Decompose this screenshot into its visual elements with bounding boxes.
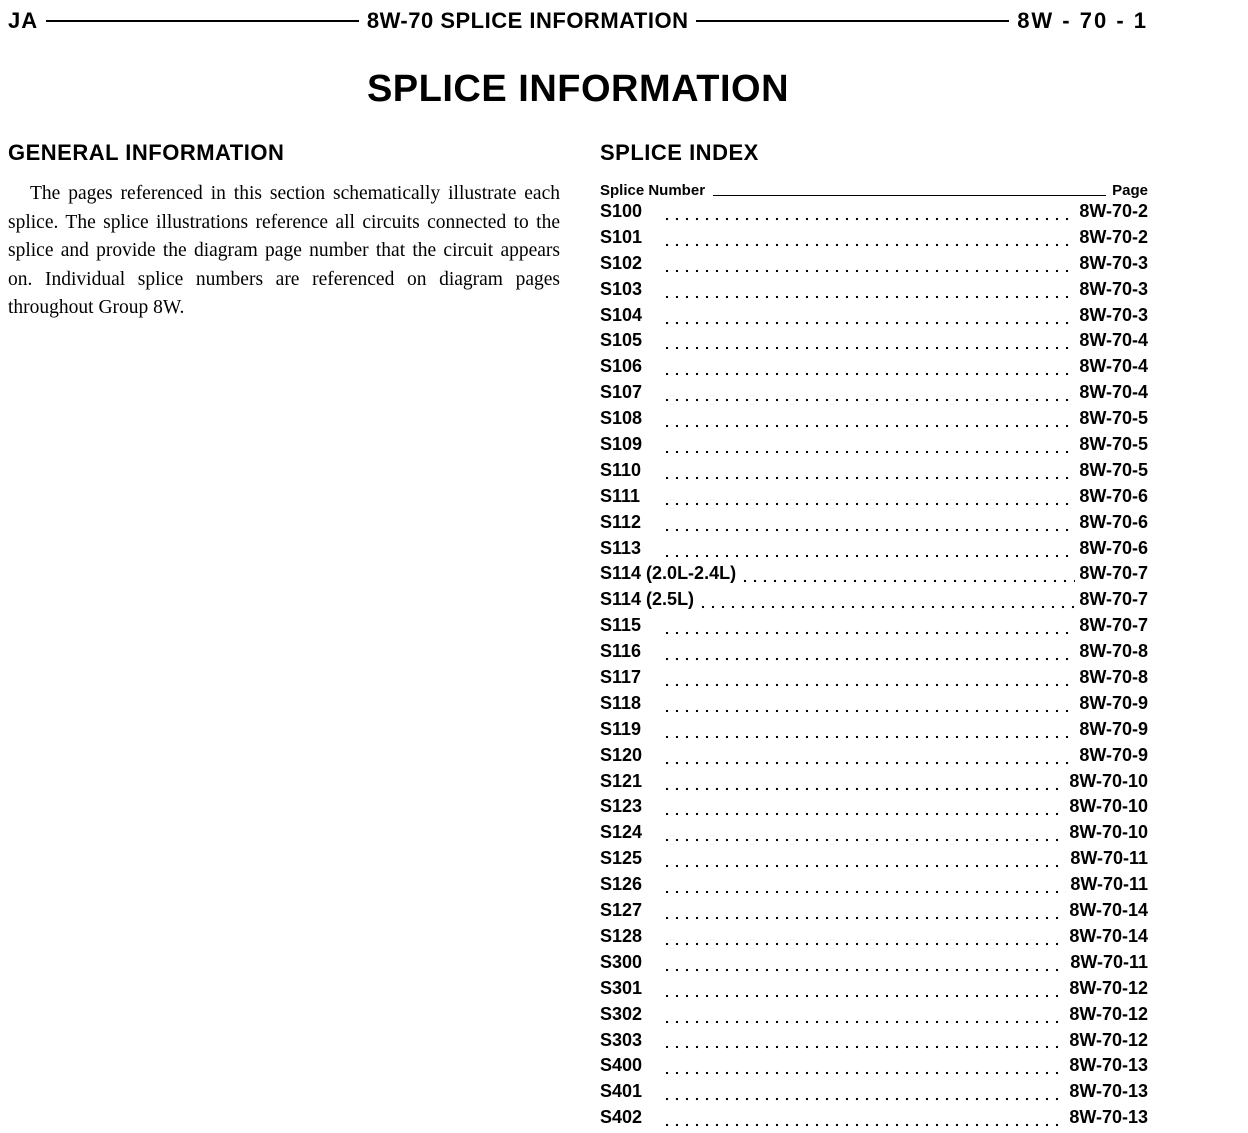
general-information-section (8, 140, 560, 323)
list-item (600, 745, 1148, 771)
dot-leader (662, 735, 1075, 739)
dot-leader (662, 1045, 1065, 1049)
dot-leader (662, 424, 1075, 428)
header-center: 8W-70 SPLICE INFORMATION (366, 8, 689, 33)
dot-leader (662, 657, 1075, 661)
list-item (600, 1030, 1148, 1056)
dot-leader (662, 994, 1065, 998)
page-reference: 8W-70-4 (1079, 356, 1148, 377)
splice-index-section (600, 140, 1148, 1133)
page-reference: 8W-70-10 (1069, 796, 1148, 817)
page-header (8, 4, 1148, 38)
list-item (600, 408, 1148, 434)
page-reference: 8W-70-8 (1079, 641, 1148, 662)
page-reference: 8W-70-3 (1079, 304, 1148, 325)
dot-leader (662, 243, 1075, 247)
list-item (600, 253, 1148, 279)
list-item (600, 227, 1148, 253)
page-reference: 8W-70-5 (1079, 459, 1148, 480)
dot-leader (662, 502, 1075, 506)
dot-leader (662, 968, 1066, 972)
page-reference: 8W-70-10 (1069, 770, 1148, 791)
splice-number: S118 (600, 692, 642, 713)
splice-number: S116 (600, 641, 642, 662)
list-item (600, 1107, 1148, 1133)
list-item (600, 279, 1148, 305)
list-item (600, 667, 1148, 693)
dot-leader (662, 709, 1075, 713)
dot-leader (662, 476, 1075, 480)
page-reference: 8W-70-14 (1069, 900, 1148, 921)
splice-number: S107 (600, 382, 643, 403)
column-splice-number: Splice Number (600, 182, 706, 199)
header-rule-right (696, 20, 1009, 22)
dot-leader (662, 864, 1066, 868)
page-reference: 8W-70-12 (1069, 977, 1148, 998)
list-item (600, 305, 1148, 331)
list-item (600, 926, 1148, 952)
list-item (600, 900, 1148, 926)
list-item (600, 693, 1148, 719)
page-reference: 8W-70-9 (1079, 718, 1148, 739)
splice-number: S126 (600, 874, 643, 895)
list-item (600, 538, 1148, 564)
dot-leader (662, 554, 1075, 558)
page-reference: 8W-70-6 (1079, 485, 1148, 506)
splice-number: S401 (600, 1081, 643, 1102)
column-page: Page (1112, 182, 1148, 199)
list-item (600, 1055, 1148, 1081)
list-item (600, 796, 1148, 822)
dot-leader (662, 1123, 1065, 1127)
page-reference: 8W-70-2 (1079, 201, 1148, 221)
dot-leader (698, 605, 1075, 609)
splice-number: S114 (2.0L-2.4L) (600, 563, 737, 584)
splice-number: S402 (600, 1107, 643, 1128)
splice-number: S109 (600, 434, 643, 455)
dot-leader (662, 321, 1075, 325)
list-item (600, 486, 1148, 512)
dot-leader (662, 450, 1075, 454)
page-reference: 8W-70-6 (1079, 537, 1148, 558)
dot-leader (662, 346, 1075, 350)
dot-leader (662, 890, 1066, 894)
page-reference: 8W-70-3 (1079, 278, 1148, 299)
dot-leader (662, 942, 1065, 946)
splice-number: S103 (600, 278, 643, 299)
splice-number: S102 (600, 252, 643, 273)
page-reference: 8W-70-5 (1079, 408, 1148, 429)
page-reference: 8W-70-9 (1079, 692, 1148, 713)
general-information-heading: GENERAL INFORMATION (8, 140, 285, 165)
splice-number: S101 (600, 226, 643, 247)
dot-leader (662, 1071, 1065, 1075)
splice-number: S400 (600, 1055, 643, 1076)
dot-leader (662, 631, 1075, 635)
list-item (600, 356, 1148, 382)
page-reference: 8W-70-11 (1070, 848, 1148, 869)
dot-leader (662, 217, 1075, 221)
page-reference: 8W-70-10 (1069, 822, 1148, 843)
page-reference: 8W-70-5 (1079, 434, 1148, 455)
splice-number: S301 (600, 977, 643, 998)
splice-number: S111 (600, 485, 641, 506)
page-reference: 8W-70-9 (1079, 744, 1148, 765)
column-header-rule (713, 195, 1106, 196)
page-reference: 8W-70-7 (1079, 615, 1148, 636)
list-item (600, 434, 1148, 460)
page-reference: 8W-70-14 (1069, 925, 1148, 946)
dot-leader (740, 579, 1075, 583)
splice-number: S113 (600, 537, 642, 558)
splice-number: S112 (600, 511, 642, 532)
dot-leader (662, 916, 1065, 920)
header-rule-left (46, 20, 359, 22)
page-reference: 8W-70-4 (1079, 382, 1148, 403)
splice-number: S110 (600, 459, 642, 480)
dot-leader (662, 838, 1065, 842)
splice-index-list (600, 201, 1148, 1133)
list-item (600, 719, 1148, 745)
header-page-number: 8W - 70 - 1 (1017, 8, 1148, 33)
list-item (600, 874, 1148, 900)
page-reference: 8W-70-13 (1069, 1081, 1148, 1102)
splice-number: S120 (600, 744, 643, 765)
splice-number: S117 (600, 667, 642, 688)
splice-number: S105 (600, 330, 643, 351)
list-item (600, 641, 1148, 667)
splice-number: S119 (600, 718, 642, 739)
splice-number: S124 (600, 822, 643, 843)
list-item (600, 201, 1148, 227)
splice-number: S108 (600, 408, 643, 429)
list-item (600, 460, 1148, 486)
page-reference: 8W-70-6 (1079, 511, 1148, 532)
list-item (600, 1004, 1148, 1030)
dot-leader (662, 683, 1075, 687)
list-item (600, 330, 1148, 356)
splice-number: S125 (600, 848, 643, 869)
splice-index-heading: SPLICE INDEX (600, 140, 759, 165)
page-reference: 8W-70-13 (1069, 1107, 1148, 1128)
list-item (600, 952, 1148, 978)
page-reference: 8W-70-12 (1069, 1029, 1148, 1050)
page-title: SPLICE INFORMATION (366, 68, 790, 110)
dot-leader (662, 812, 1065, 816)
general-information-text: The pages referenced in this section schematically illustrate each splice. The splice illustrations reference all circuits connected to the splice and provide the diagram page number that the circuit appears on. Individual splice numbers are referenced on diagram pages throughout Group 8W. (8, 183, 560, 319)
dot-leader (662, 372, 1075, 376)
dot-leader (662, 1020, 1065, 1024)
dot-leader (662, 398, 1075, 402)
splice-number: S302 (600, 1003, 643, 1024)
list-item (600, 771, 1148, 797)
dot-leader (662, 295, 1075, 299)
list-item (600, 848, 1148, 874)
list-item (600, 563, 1148, 589)
list-item (600, 822, 1148, 848)
list-item (600, 512, 1148, 538)
page-reference: 8W-70-4 (1079, 330, 1148, 351)
splice-number: S128 (600, 925, 643, 946)
dot-leader (662, 269, 1075, 273)
splice-number: S104 (600, 304, 643, 325)
splice-number: S121 (600, 770, 643, 791)
dot-leader (662, 787, 1065, 791)
page-reference: 8W-70-8 (1079, 667, 1148, 688)
page-reference: 8W-70-7 (1079, 563, 1148, 584)
dot-leader (662, 761, 1075, 765)
page-reference: 8W-70-2 (1079, 226, 1148, 247)
splice-number: S300 (600, 951, 643, 972)
page-reference: 8W-70-11 (1070, 951, 1148, 972)
splice-number: S100 (600, 201, 643, 221)
dot-leader (662, 528, 1075, 532)
page-reference: 8W-70-12 (1069, 1003, 1148, 1024)
list-item (600, 1081, 1148, 1107)
splice-number: S303 (600, 1029, 643, 1050)
splice-number: S114 (2.5L) (600, 589, 695, 610)
splice-number: S106 (600, 356, 643, 377)
page-reference: 8W-70-13 (1069, 1055, 1148, 1076)
page-reference: 8W-70-3 (1079, 252, 1148, 273)
dot-leader (662, 1097, 1065, 1101)
list-item (600, 978, 1148, 1004)
header-left: JA (8, 8, 39, 33)
splice-number: S127 (600, 900, 643, 921)
list-item (600, 589, 1148, 615)
list-item (600, 382, 1148, 408)
splice-number: S123 (600, 796, 643, 817)
page-reference: 8W-70-7 (1079, 589, 1148, 610)
list-item (600, 615, 1148, 641)
splice-number: S115 (600, 615, 642, 636)
splice-index-column-header (600, 182, 1148, 199)
page-reference: 8W-70-11 (1070, 874, 1148, 895)
